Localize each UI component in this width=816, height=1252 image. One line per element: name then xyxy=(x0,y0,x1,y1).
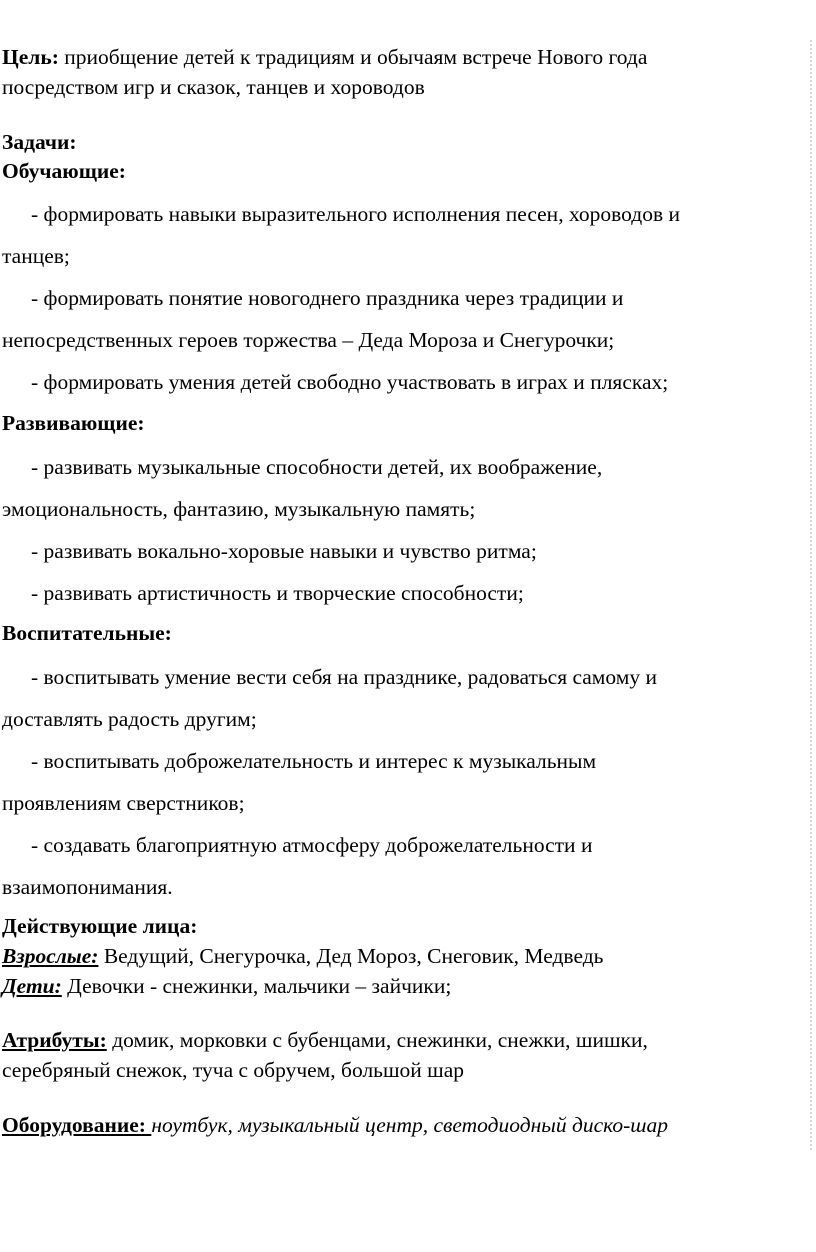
task-line: доставлять радость другим; xyxy=(2,707,257,731)
task-line: - создавать благоприятную атмосферу доброжелательности и xyxy=(31,833,593,857)
goal-text-line: посредством игр и сказок, танцев и хороводов xyxy=(2,75,425,99)
attributes-text-line: серебряный снежок, туча с обручем, большой шар xyxy=(2,1058,465,1082)
goal-label: Цель: xyxy=(2,45,59,69)
kids-label: Дети: xyxy=(2,974,62,998)
equipment-text: ноутбук, музыкальный центр, светодиодный диско-шар xyxy=(151,1113,668,1137)
characters-section xyxy=(2,911,808,1001)
adults-label: Взрослые: xyxy=(2,944,99,968)
teaching-heading: Обучающие: xyxy=(2,159,126,183)
characters-heading: Действующие лица: xyxy=(2,914,198,938)
kids-text: Девочки - снежинки, мальчики – зайчики; xyxy=(61,974,452,998)
task-line: взаимопонимания. xyxy=(2,875,173,899)
attributes-text-line: домик, морковки с бубенцами, снежинки, снежки, шишки, xyxy=(106,1028,648,1052)
goal-section xyxy=(2,42,808,102)
task-line: непосредственных героев торжества – Деда Мороза и Снегурочки; xyxy=(2,328,615,352)
attributes-section xyxy=(2,1025,808,1085)
equipment-label: Оборудование: xyxy=(2,1113,152,1137)
task-line: - воспитывать умение вести себя на празднике, радоваться самому и xyxy=(31,665,657,689)
task-line: танцев; xyxy=(2,244,70,268)
task-line: эмоциональность, фантазию, музыкальную память; xyxy=(2,497,476,521)
task-line: - формировать навыки выразительного исполнения песен, хороводов и xyxy=(31,202,680,226)
developing-heading: Развивающие: xyxy=(2,411,145,435)
adults-text: Ведущий, Снегурочка, Дед Мороз, Снеговик, Медведь xyxy=(98,944,604,968)
task-line: проявлениям сверстников; xyxy=(2,791,245,815)
task-line: - воспитывать доброжелательность и интерес к музыкальным xyxy=(31,749,597,773)
attributes-label: Атрибуты: xyxy=(2,1028,107,1052)
task-line: - развивать вокально-хоровые навыки и чувство ритма; xyxy=(31,539,537,563)
tasks-heading: Задачи: xyxy=(2,130,77,154)
task-line: - формировать умения детей свободно участвовать в играх и плясках; xyxy=(31,370,669,394)
task-line: - формировать понятие новогоднего праздника через традиции и xyxy=(31,286,624,310)
developing-list xyxy=(2,446,808,614)
task-line: - развивать артистичность и творческие способности; xyxy=(31,581,524,605)
educational-list xyxy=(2,656,808,908)
task-line: - развивать музыкальные способности детей, их воображение, xyxy=(31,455,603,479)
page-edge-dots xyxy=(810,40,812,1150)
educational-heading: Воспитательные: xyxy=(2,621,172,645)
teaching-list xyxy=(2,193,808,403)
goal-text-line: приобщение детей к традициям и обычаям встрече Нового года xyxy=(58,45,648,69)
equipment-section xyxy=(2,1110,808,1140)
